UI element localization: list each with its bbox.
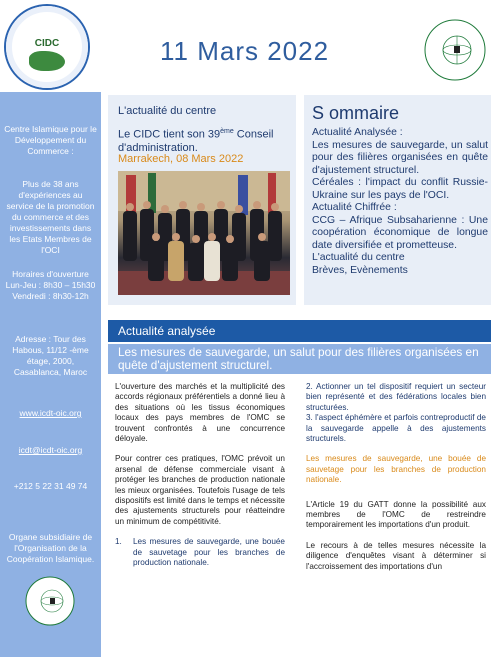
sidebar-org-name: Centre Islamique pour le Développement du Commerce : [4, 124, 97, 156]
article-left-column [115, 382, 285, 569]
list-number: 1. [115, 537, 122, 547]
sidebar-address: Adresse : Tour des Habous, 11/12 -ème étage, 2000, Casablanca, Maroc [12, 334, 89, 377]
news-panel [108, 95, 296, 305]
article-list-item: 2. Actionner un tel dispositif requiert un secteur bien représenté et des fédérations locales bien structurées. [306, 382, 486, 412]
sidebar [0, 92, 101, 657]
article-list-item [115, 537, 285, 568]
list-text: Les mesures de sauvegarde, une bouée de sauvetage pour les branches de production nationale. [133, 537, 285, 568]
oic-small-logo [24, 575, 76, 627]
summary-list [312, 127, 488, 277]
article-subheading: Les mesures de sauvegarde, une bouée de sauvetage pour les branches de production nationale. [306, 454, 486, 485]
sidebar-subsidiary: Organe subsidiaire de l'Organisation de la Coopération Islamique. [6, 532, 95, 564]
sidebar-hours-title: Horaires d'ouverture [12, 269, 89, 279]
news-text: Le CIDC tient son 39ème Conseil d'administration. [118, 128, 274, 154]
summary-item[interactable]: Céréales : l'impact du conflit Russie-Ukraine sur les pays de l'OCI. [312, 177, 488, 201]
article-paragraph: Pour contrer ces pratiques, l'OMC prévoit un arsenal de défense commerciale visant à protéger les branches de production nationale les mieux organisées. Toutefois l'usage de tels dispositifs est limité dans le temps et nécessite des ajustements structurels pour réatteindre un minimum de compétitivité. [115, 454, 285, 526]
sidebar-hours-friday: Vendredi : 8h30-12h [12, 291, 89, 301]
summary-item[interactable]: CCG – Afrique Subsaharienne : Une coopération économique de longue date diversifiée et prometteuse. [312, 214, 488, 251]
email-link[interactable]: icdt@icdt-oic.org [18, 445, 83, 455]
summary-item[interactable]: Actualité Analysée : [312, 127, 403, 138]
summary-item[interactable]: Les mesures de sauvegarde, un salut pour des filières organisées en quête d'ajustement structurel. [312, 139, 488, 176]
summary-item[interactable]: Actualité Chiffrée : [312, 202, 397, 213]
newsletter-date: 11 Mars 2022 [160, 36, 330, 66]
article-paragraph: Le recours à de telles mesures nécessite la diligence d'enquêtes visant à déterminer si l'accroissement des importations d'un [306, 540, 486, 571]
summary-item[interactable]: Brèves, Evènements [312, 264, 408, 276]
cidc-logo [4, 4, 90, 90]
sidebar-phone: +212 5 22 31 49 74 [13, 481, 88, 491]
article-right-column [306, 382, 486, 582]
logo-abbreviation: CIDC [34, 37, 60, 49]
summary-panel [304, 95, 491, 305]
summary-item[interactable]: L'actualité du centre [312, 252, 405, 263]
sidebar-email-wrap [4, 445, 97, 456]
oic-logo [420, 18, 490, 82]
news-date: Marrakech, 08 Mars 2022 [118, 153, 244, 165]
article-paragraph: L'ouverture des marchés et la multiplicité des accords régionaux préférentiels a donné lieu à des situations où les tissus économiques locaux des pays membres de l'OMC se trouvent confrontés à une concurrence déloyale. [115, 382, 285, 444]
summary-title: S ommaire [312, 103, 400, 123]
article-paragraph: L'Article 19 du GATT donne la possibilité aux membres de l'OMC de restreindre temporairement les importations d'un produit. [306, 499, 486, 530]
article-list-item: 3. l'aspect éphémère et parfois contreproductif de la sauvegarde appelle à des ajustements structurels. [306, 413, 486, 444]
sidebar-experience: Plus de 38 ans d'expériences au service de la promotion du commerce et des investissements dans les Etats Membres de l'OCI [6, 179, 95, 255]
sidebar-hours-weekdays: Lun-Jeu : 8h30 – 15h30 [5, 280, 96, 290]
article-subtitle: Les mesures de sauvegarde, un salut pour des filières organisées en quête d'ajustement structurel. [108, 344, 491, 374]
globe-map-icon [29, 51, 65, 71]
website-link[interactable]: www.icdt-oic.org [19, 408, 82, 418]
news-heading: L'actualité du centre [118, 105, 217, 117]
section-title-bar: Actualité analysée [108, 320, 491, 342]
board-meeting-photo [118, 171, 290, 295]
sidebar-website-wrap [4, 408, 97, 419]
